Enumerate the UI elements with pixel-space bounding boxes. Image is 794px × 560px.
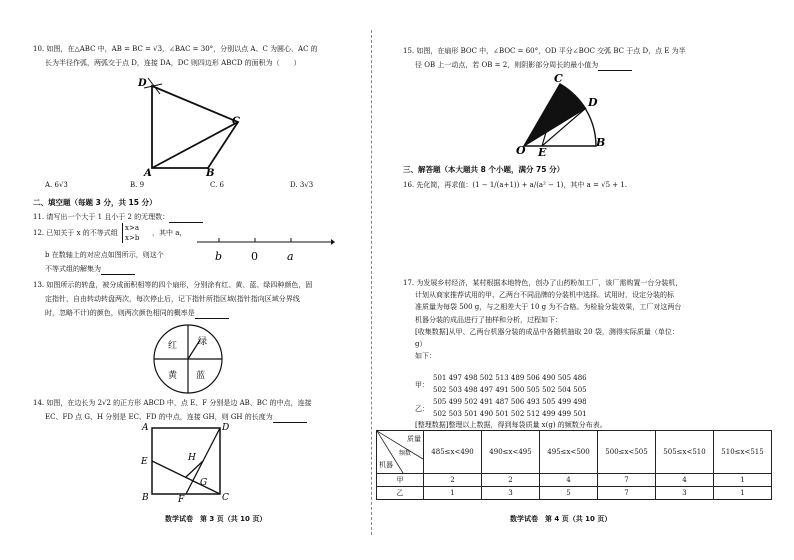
row-label: 乙 <box>377 487 424 500</box>
q12-system <box>122 223 139 243</box>
q10-figure <box>130 72 240 176</box>
q11-text <box>33 212 203 223</box>
table-row <box>377 487 772 500</box>
fig-label: C <box>232 116 240 127</box>
row-label: 甲 <box>377 474 424 487</box>
table-row <box>377 474 772 487</box>
fig-label: E <box>141 457 148 467</box>
table-cell: 2 <box>482 474 540 487</box>
q17-line: 机器分装的成品进行了抽样和分析，过程如下： <box>415 315 562 324</box>
fig-label: B <box>206 168 215 176</box>
fig-label: O <box>516 144 526 156</box>
fig-label: D <box>138 78 147 89</box>
column-header: 495≤x<500 <box>540 431 598 474</box>
q10-line1: 10. 如图，在△ABC 中，AB = BC = √3，∠BAC = 30°，分别以点 A、C 为圆心，AC 的 <box>33 45 318 53</box>
data-row: 501 497 498 502 513 489 506 490 505 486 <box>433 374 587 382</box>
q17-line: 计划从商家推荐试用的甲、乙两台不同品牌的分装机中选择。试用时，设定分装的标 <box>415 291 674 300</box>
column-header: 505≤x<510 <box>656 431 714 474</box>
q13-line1: 13. 如图所示的转盘，被分成面积相等的四个扇形，分别涂有红、黄、蓝、绿四种颜色，固 <box>33 281 313 289</box>
column-header: 490≤x<495 <box>482 431 540 474</box>
q12-line1 <box>33 228 118 239</box>
q13-line2: 定指针，自由转动转盘两次，每次停止后，记下指针所指区域(指针指向区域分界线 <box>45 295 300 303</box>
corner-label-machine: 机器 <box>379 461 393 469</box>
q14-prompt-2: EC、FD 点 G、H 分别是 EC、FD 的中点，连接 GH，则 GH 的长度为 <box>45 413 273 421</box>
jia-label: 甲： <box>415 381 429 389</box>
page-divider <box>371 30 372 535</box>
q15-prompt-2: 径 OB 上一动点，若 OB = 2，则阴影部分周长的最小值为 <box>415 61 599 69</box>
q10-line2: 长为半径作弧，两弧交于点 D，连接 DA，DC 则四边形 ABCD 的面积为（ ） <box>45 59 301 67</box>
section-fill-in-heading: 二、填空题（每题 3 分，共 15 分） <box>33 198 157 207</box>
section-solve-heading: 三、解答题（本大题共 8 个小题，满分 75 分） <box>403 165 565 174</box>
axis-label: a <box>287 250 294 263</box>
q16-text: 16. 先化简，再求值：(1 − 1/(a+1)) + a/(a² − 1)，其中 a = √5 + 1. <box>403 181 628 189</box>
answer-blank <box>169 214 203 223</box>
column-header: 510≤x<515 <box>714 431 772 474</box>
fig-label: A <box>142 423 149 433</box>
table-corner-cell <box>377 431 424 474</box>
q13-prompt-3: 时，忽略不计)的颜色，则两次颜色相同的概率是 <box>45 309 195 317</box>
quadrilateral-abcd <box>152 86 238 168</box>
square-abcd <box>152 428 220 494</box>
q15-line2 <box>415 60 632 71</box>
data-row: 502 503 501 490 501 502 512 499 499 501 <box>433 410 587 418</box>
answer-blank <box>195 310 229 319</box>
q12-line3 <box>45 264 135 275</box>
answer-blank <box>598 62 632 71</box>
table-cell: 7 <box>598 487 656 500</box>
q10-option-a: A. 6√3 <box>45 181 68 189</box>
q17-intro <box>403 277 682 362</box>
system-line: x>a <box>125 224 139 232</box>
fig-label: B <box>596 136 606 149</box>
corner-label-frequency: 频数 <box>399 450 412 457</box>
table-cell: 4 <box>656 474 714 487</box>
fig-label: C <box>222 493 229 502</box>
q17-line: g） <box>415 340 427 349</box>
q10-option-d: D. 3√3 <box>290 181 314 189</box>
fig-label: D <box>588 96 598 109</box>
q17-line: 准质量为每袋 500 g，与之相差大于 10 g 为不合格。为检验分装效果，工厂对这两台 <box>415 303 682 312</box>
q12-line1b: ，其中 a， <box>152 229 187 237</box>
data-row: 502 503 498 497 491 500 505 502 504 505 <box>433 386 587 394</box>
q17-organize: [整理数据]整理以上数据，得到每袋质量 x(g) 的频数分布表。 <box>415 421 607 429</box>
diagonal-ac <box>152 122 238 168</box>
sector-label: 黄 <box>168 371 178 381</box>
q17-line: 17. 为发展乡村经济，某村根据本地特色，创办了山药粉加工厂，该厂需购置一台分装机， <box>403 279 683 287</box>
data-row: 505 499 502 491 487 506 493 505 499 498 <box>433 398 587 406</box>
fig-label: E <box>538 146 547 156</box>
table-cell: 3 <box>482 487 540 500</box>
system-line: x>b <box>125 234 140 242</box>
left-page-footer: 数学试卷 第 3 页（共 10 页） <box>165 515 267 523</box>
fig-label: H <box>188 453 196 463</box>
frequency-table <box>376 430 772 500</box>
q10-option-c: C. 6 <box>210 181 225 189</box>
table-header-row <box>377 431 772 474</box>
spinner-figure <box>148 322 228 396</box>
table-cell: 7 <box>598 474 656 487</box>
table-cell: 1 <box>714 487 772 500</box>
sector-label: 绿 <box>198 337 208 347</box>
q14-figure <box>138 420 234 502</box>
axis-label: b <box>215 250 223 263</box>
q12-prompt: 12. 已知关于 x 的不等式组 <box>33 229 118 237</box>
q14-line1: 14. 如图，在边长为 2√2 的正方形 ABCD 中，点 E、F 分别是边 AB、BC 的中点，连接 <box>33 399 312 407</box>
right-page-footer: 数学试卷 第 4 页（共 10 页） <box>510 515 612 523</box>
q12-line2: b 在数轴上的对应点如图所示，则这个 <box>45 251 164 259</box>
yi-data <box>433 396 587 420</box>
q17-line: 如下： <box>415 352 436 361</box>
table-cell: 1 <box>714 474 772 487</box>
sector-label: 蓝 <box>196 371 206 381</box>
axis-label: 0 <box>251 250 258 263</box>
fig-label: F <box>178 495 185 502</box>
sector-label: 红 <box>168 341 178 351</box>
shaded-region <box>524 84 586 146</box>
number-line <box>195 234 335 264</box>
q12-prompt-3: 不等式组的解集为 <box>45 265 101 273</box>
column-header: 500≤x<505 <box>598 431 656 474</box>
fig-label: B <box>142 493 149 502</box>
column-header: 485≤x<490 <box>424 431 482 474</box>
answer-blank <box>101 266 135 275</box>
corner-label-mass: 质量 <box>407 435 421 443</box>
table-cell: 2 <box>424 474 482 487</box>
table-cell: 4 <box>540 474 598 487</box>
q10-option-b: B. 9 <box>130 181 145 189</box>
fig-label: G <box>200 478 208 488</box>
answer-blank <box>273 414 307 423</box>
q17-line: [收集数据]从甲、乙两台机器分装的成品中各随机抽取 20 袋，测得实际质量（单位： <box>415 327 679 336</box>
table-cell: 3 <box>656 487 714 500</box>
fig-label: D <box>222 423 230 433</box>
q13-line3 <box>45 308 229 319</box>
q15-line1: 15. 如图，在扇形 BOC 中，∠BOC = 60°，OD 平分∠BOC 交弧 BC 于点 D，点 E 为半 <box>403 47 686 55</box>
q11-prompt: 11. 请写出一个大于 1 且小于 2 的无理数： <box>33 213 170 221</box>
table-cell: 5 <box>540 487 598 500</box>
fig-label: A <box>144 168 152 176</box>
q15-sector-figure <box>512 72 612 156</box>
table-cell: 1 <box>424 487 482 500</box>
fig-label: C <box>554 72 563 85</box>
jia-data <box>433 372 587 396</box>
yi-label: 乙： <box>415 405 429 413</box>
